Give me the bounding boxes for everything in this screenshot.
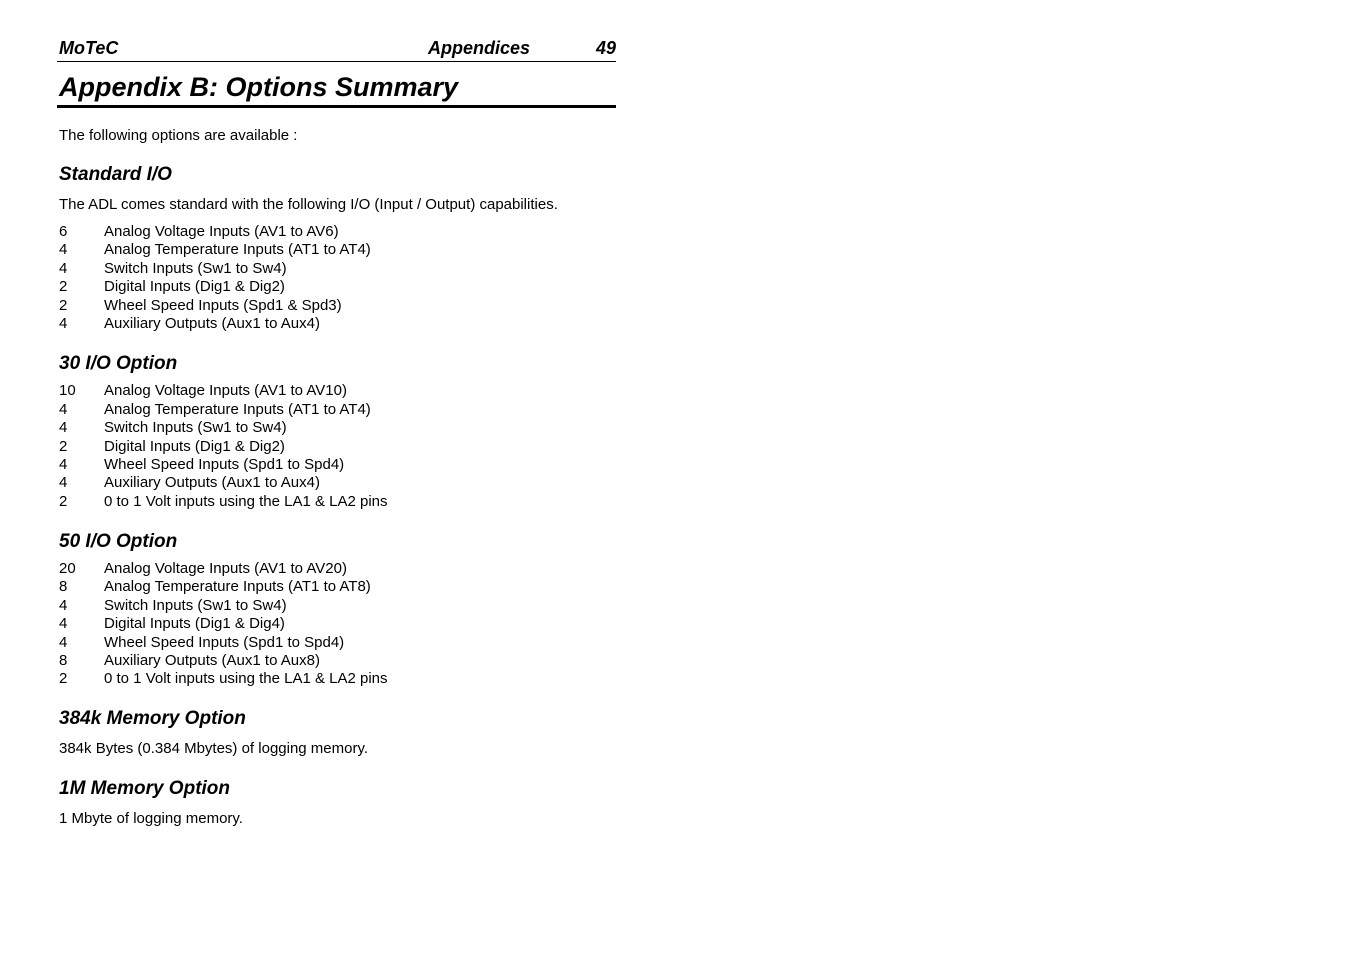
item-description: Auxiliary Outputs (Aux1 to Aux4) — [104, 314, 320, 332]
list-item — [59, 493, 616, 511]
header-page-number: 49 — [595, 38, 616, 58]
list-item — [59, 297, 616, 315]
item-description: Analog Voltage Inputs (AV1 to AV20) — [104, 560, 347, 578]
item-quantity: 4 — [59, 314, 68, 332]
io30-option-list — [59, 382, 616, 511]
item-quantity: 20 — [59, 560, 76, 578]
header-brand: MoTeC — [59, 38, 119, 58]
io50-option-heading: 50 I/O Option — [59, 531, 178, 553]
item-quantity: 10 — [59, 382, 76, 400]
list-item — [59, 670, 616, 688]
item-description: Switch Inputs (Sw1 to Sw4) — [104, 596, 287, 614]
item-description: 0 to 1 Volt inputs using the LA1 & LA2 pins — [104, 670, 388, 688]
item-description: Analog Voltage Inputs (AV1 to AV6) — [104, 223, 339, 240]
list-item — [59, 382, 616, 400]
item-description: Digital Inputs (Dig1 & Dig2) — [104, 278, 285, 296]
mem1m-option-text: 1 Mbyte of logging memory. — [59, 809, 243, 827]
item-description: Digital Inputs (Dig1 & Dig4) — [104, 615, 285, 633]
mem384k-option-heading: 384k Memory Option — [59, 707, 246, 729]
item-quantity: 4 — [59, 259, 68, 277]
item-description: Analog Temperature Inputs (AT1 to AT4) — [104, 241, 371, 259]
running-header — [57, 36, 616, 62]
item-description: Wheel Speed Inputs (Spd1 to Spd4) — [104, 455, 345, 473]
item-quantity: 2 — [59, 670, 68, 688]
list-item — [59, 223, 616, 241]
item-quantity: 4 — [59, 615, 68, 633]
item-quantity: 2 — [59, 492, 68, 510]
standard-io-heading: Standard I/O — [59, 164, 172, 185]
item-quantity: 8 — [59, 578, 68, 596]
list-item — [59, 438, 616, 456]
item-quantity: 4 — [59, 400, 68, 418]
item-description: Auxiliary Outputs (Aux1 to Aux8) — [104, 652, 320, 670]
list-item — [59, 615, 616, 633]
item-quantity: 2 — [59, 437, 68, 455]
item-description: Auxiliary Outputs (Aux1 to Aux4) — [104, 474, 320, 492]
item-quantity: 4 — [59, 241, 68, 259]
item-quantity: 6 — [59, 223, 68, 240]
item-description: Analog Temperature Inputs (AT1 to AT8) — [104, 578, 371, 596]
list-item — [59, 419, 616, 437]
mem1m-option-heading: 1M Memory Option — [59, 777, 231, 799]
item-quantity: 4 — [59, 455, 68, 473]
header-section: Appendices — [428, 38, 531, 58]
item-quantity: 2 — [59, 278, 68, 296]
list-item — [59, 634, 616, 652]
mem384k-option-text: 384k Bytes (0.384 Mbytes) of logging memory. — [59, 739, 369, 757]
list-item — [59, 278, 616, 296]
list-item — [59, 474, 616, 492]
item-description: Switch Inputs (Sw1 to Sw4) — [104, 259, 287, 277]
item-description: Switch Inputs (Sw1 to Sw4) — [104, 419, 287, 437]
standard-io-list — [59, 223, 616, 333]
item-quantity: 8 — [59, 652, 68, 670]
item-description: Wheel Speed Inputs (Spd1 & Spd3) — [104, 296, 342, 314]
list-item — [59, 241, 616, 259]
list-item — [59, 260, 616, 278]
item-quantity: 4 — [59, 633, 68, 651]
list-item — [59, 652, 616, 670]
list-item — [59, 597, 616, 615]
page-column — [57, 36, 616, 829]
item-description: Analog Temperature Inputs (AT1 to AT4) — [104, 400, 371, 418]
item-quantity: 4 — [59, 474, 68, 492]
list-item — [59, 578, 616, 596]
intro-text: The following options are available : — [59, 127, 298, 144]
item-description: Wheel Speed Inputs (Spd1 to Spd4) — [104, 633, 345, 651]
list-item — [59, 401, 616, 419]
item-description: 0 to 1 Volt inputs using the LA1 & LA2 pins — [104, 492, 388, 510]
standard-io-text: The ADL comes standard with the following I/O (Input / Output) capabilities. — [59, 196, 558, 213]
item-quantity: 4 — [59, 596, 68, 614]
item-description: Analog Voltage Inputs (AV1 to AV10) — [104, 382, 347, 400]
page-title: Appendix B: Options Summary — [57, 70, 616, 108]
item-quantity: 2 — [59, 296, 68, 314]
item-description: Digital Inputs (Dig1 & Dig2) — [104, 437, 285, 455]
list-item — [59, 560, 616, 578]
io30-option-heading: 30 I/O Option — [59, 353, 178, 375]
item-quantity: 4 — [59, 419, 68, 437]
list-item — [59, 315, 616, 333]
io50-option-list — [59, 560, 616, 689]
list-item — [59, 456, 616, 474]
